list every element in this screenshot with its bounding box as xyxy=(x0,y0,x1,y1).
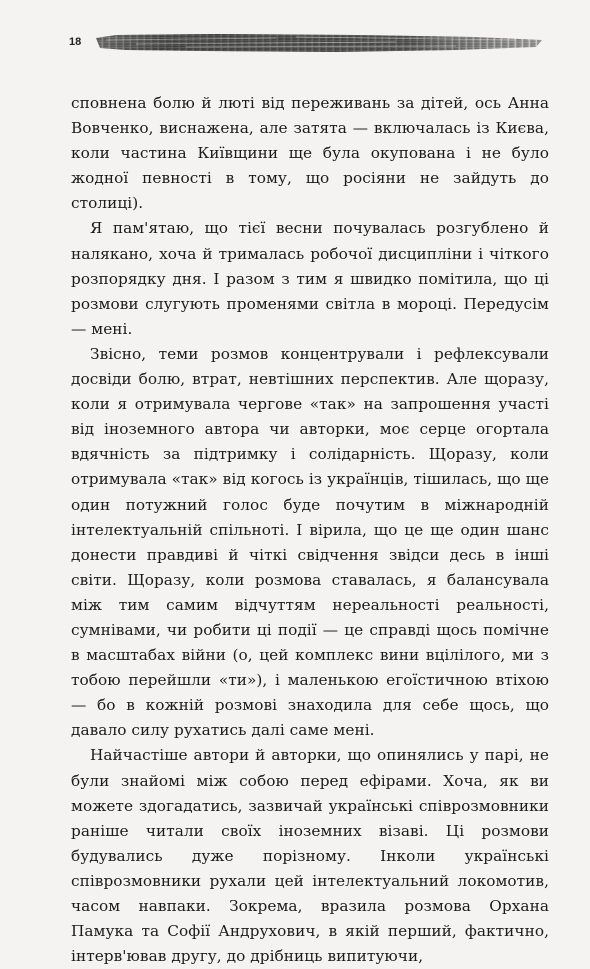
paragraph: Звісно, теми розмов концентрували і рефлексували досвіди болю, втрат, невтішних перспектив. Але щоразу, коли я отримувала чергове «так» на запрошення участі від іноземного автора чи авторки, моє серце огортала вдячність за підтримку і солідарність. Щоразу, коли отримувала «так» від когось із українців, тішилась, що ще один потужний голос буде почутим в міжнародній інтелектуальній спільноті. І вірила, що це ще один шанс донести правдиві й чіткі свідчення звідси десь в інші світи. Щоразу, коли розмова ставалась, я балансувала між тим самим відчуттям нереальності реальності, сумнівами, чи робити ці події — це справді щось помічне в масштабах війни (о, цей комплекс вини вцілілого, ми з тобою перейшли «ти»), і маленькою егоїстичною втіхою — бо в кожній розмові знаходила для себе щось, що давало силу рухатись далі саме мені. xyxy=(71,344,549,740)
page-header xyxy=(0,30,590,60)
body-text xyxy=(71,91,549,969)
page-number: 18 xyxy=(69,36,82,48)
decorative-brush-stroke xyxy=(96,32,542,54)
paragraph: Я пам'ятаю, що тієї весни почувалась розгублено й налякано, хоча й трималась робочої дисципліни і чіткого розпорядку дня. І разом з тим я швидко помітила, що ці розмови слугують променями світла в мороці. Передусім — мені. xyxy=(71,219,549,338)
paragraph: Найчастіше автори й авторки, що опинялись у парі, не були знайомі між собою перед ефірами. Хоча, як ви можете здогадатись, зазвичай українські співрозмовники раніше читали своїх іноземних візаві. Ці розмови будувались дуже порізному. Інколи українські співрозмовники рухали цей інтелектуальний локомотив, часом навпаки. Зокрема, вразила розмова Орхана Памука та Софії Андрухович, в якій перший, фактично, інтерв'ював другу, до дрібниць випитуючи, xyxy=(71,746,549,966)
paragraph: сповнена болю й люті від переживань за дітей, ось Анна Вовченко, виснажена, але затята — включалась із Києва, коли частина Київщини ще була окупована і не було жодної певності в тому, що росіяни не зайдуть до столиці). xyxy=(71,94,549,213)
